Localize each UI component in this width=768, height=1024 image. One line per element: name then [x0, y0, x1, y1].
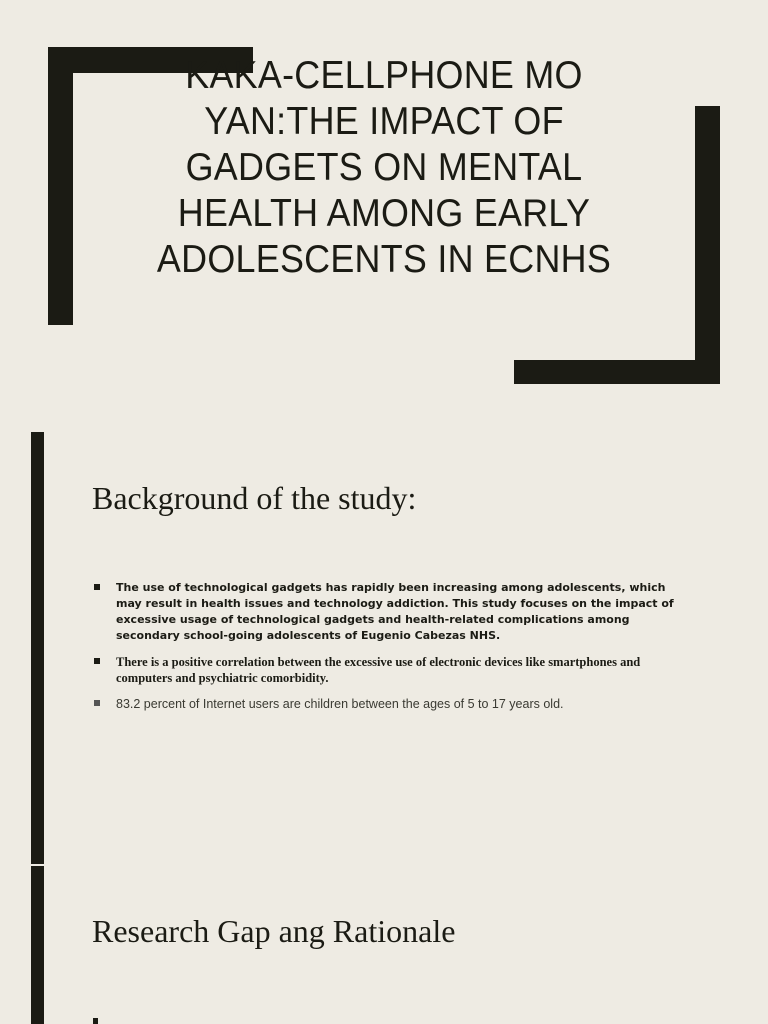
frame-bar-bottom-right-horizontal — [514, 360, 720, 384]
bullet-text: 83.2 percent of Internet users are children between the ages of 5 to 17 years old. — [116, 697, 564, 711]
slide-title: KAKA-CELLPHONE MO YAN:THE IMPACT OF GADGETS ON MENTAL HEALTH AMONG EARLY ADOLESCENTS IN ECNHS — [156, 54, 612, 281]
bullet-text: The use of technological gadgets has rapidly been increasing among adolescents, which may result in health issues and technology addiction. This study focuses on the impact of excessive usage of technological gadgets and health-related complications among secondary school-going adolescents of Eugenio Cabezas NHS. — [116, 581, 674, 642]
background-heading: Background of the study: — [92, 480, 417, 516]
frame-bar-top-left-vertical — [48, 47, 73, 325]
list-item — [92, 696, 692, 712]
list-item — [92, 580, 692, 644]
square-bullet-icon — [94, 658, 100, 664]
square-bullet-icon — [93, 1018, 98, 1024]
research-gap-heading: Research Gap ang Rationale — [92, 913, 456, 949]
title-slide — [90, 53, 678, 333]
slide-accent-line — [31, 432, 44, 864]
square-bullet-icon — [94, 584, 100, 590]
background-bullet-list — [92, 580, 692, 712]
square-bullet-icon — [94, 700, 100, 706]
bullet-text: There is a positive correlation between the excessive use of electronic devices like smartphones and computers and psychiatric comorbidity. — [116, 655, 641, 685]
frame-bar-bottom-right-vertical — [695, 106, 720, 384]
list-item — [92, 654, 692, 686]
slide-accent-line — [31, 866, 44, 1024]
